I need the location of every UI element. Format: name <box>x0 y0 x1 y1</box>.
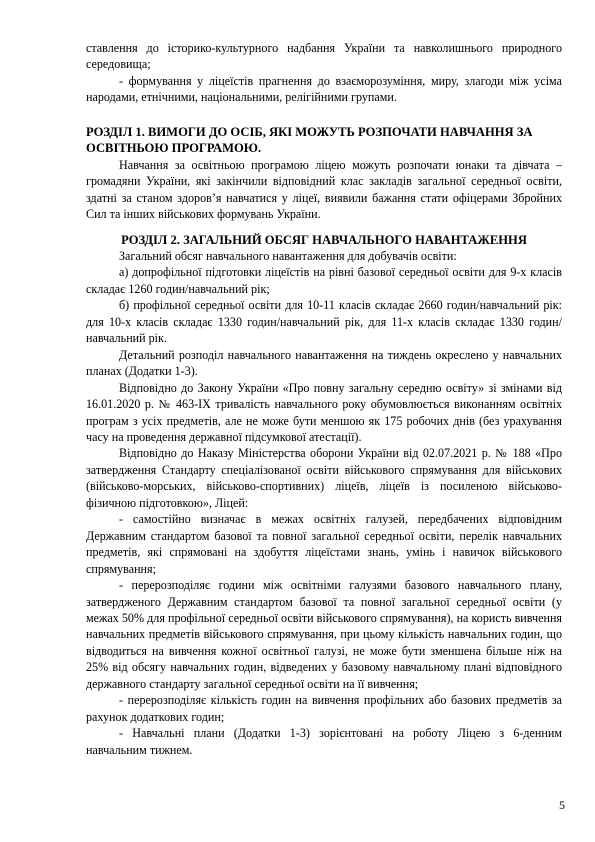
list-item-bullet: - перерозподіляє кількість годин на вивчення профільних або базових предметів за рахунок додаткових годин; <box>86 693 562 724</box>
section-2-paragraph: Відповідно до Наказу Міністерства оборони України від 02.07.2021 р. № 188 «Про затвердження Стандарту спеціалізованої освіти військового спрямування для військових (військово-морських, військово-спортивних) ліцеїв, ліцеїв із посиленою військово-фізичною підготовкою», Ліцей: <box>86 446 562 510</box>
section-2-heading: РОЗДІЛ 2. ЗАГАЛЬНИЙ ОБСЯГ НАВЧАЛЬНОГО НАВАНТАЖЕННЯ <box>121 232 527 247</box>
page-content <box>86 40 562 758</box>
section-2-paragraph: Детальний розподіл навчального навантаження на тиждень окреслено у навчальних планах (Додатки 1-3). <box>86 347 562 379</box>
paragraph-continuation: ставлення до історико-культурного надбання України та навколишнього природного середовища; <box>86 41 562 72</box>
list-item-bullet: - формування у ліцеїстів прагнення до взаєморозуміння, миру, злагоди між усіма народами, етнічними, національними, релігійними групами. <box>86 73 562 105</box>
section-1-paragraph: Навчання за освітньою програмою ліцею можуть розпочати юнаки та дівчата – громадяни України, які закінчили відповідний клас закладів загальної середньої освіти, здатні за станом здоров’я навчатися у ліцеї, виявили бажання стати офіцерами Збройних Сил та інших військових формувань України. <box>86 157 562 222</box>
section-2-paragraph: Відповідно до Закону України «Про повну загальну середню освіту» зі змінами від 16.01.2020 р. № 463-ІХ тривалість навчального року обумовлюється виконанням освітніх програм з усіх предметів, але не може бути меншою як 175 робочих днів (без урахування часу на проведення державної підсумкової атестації). <box>86 380 562 444</box>
section-1-heading: РОЗДІЛ 1. ВИМОГИ ДО ОСІБ, ЯКІ МОЖУТЬ РОЗПОЧАТИ НАВЧАННЯ ЗА ОСВІТНЬОЮ ПРОГРАМОЮ. <box>86 124 533 156</box>
section-2-paragraph: Загальний обсяг навчального навантаження для добувачів освіти: <box>119 248 457 263</box>
section-2-paragraph: а) допрофільної підготовки ліцеїстів на рівні базової середньої освіти для 9-х класів складає 1260 годин/навчальний рік; <box>86 265 562 296</box>
section-2-paragraph: б) профільної середньої освіти для 10-11 класів складає 2660 годин/навчальний рік: для 10-х класів складає 1330 годин/навчальний рік, для 11-х класів складає 1330 годин/навчальний рік. <box>86 298 562 346</box>
list-item-bullet: - Навчальні плани (Додатки 1-3) зорієнтовані на роботу Ліцею з 6-денним навчальним тижнем. <box>86 726 562 757</box>
page-number: 5 <box>559 798 565 812</box>
list-item-bullet: - перерозподіляє години між освітніми галузями базового навчального плану, затвердженого Державним стандартом базової та повної загальної середньої освіти (у межах 50% для профільної середньої освіти військового спрямування), на користь вивчення навчальних предметів військового спрямування, при цьому кількість навчальних годин, що відводиться на вивчення кожної освітньої галузі, не може бути зменшена більше ніж на 25% від обсягу навчальних годин, відведених у базовому навчальному плані відповідного державного стандарту загальної середньої освіти на її вивчення; <box>86 578 562 691</box>
list-item-bullet: - самостійно визначає в межах освітніх галузей, передбачених відповідним Державним стандартом базової та повної загальної середньої освіти, перелік навчальних предметів, які спрямовані на здобуття ліцеїстами знань, умінь і навичок військового спрямування; <box>86 512 562 576</box>
